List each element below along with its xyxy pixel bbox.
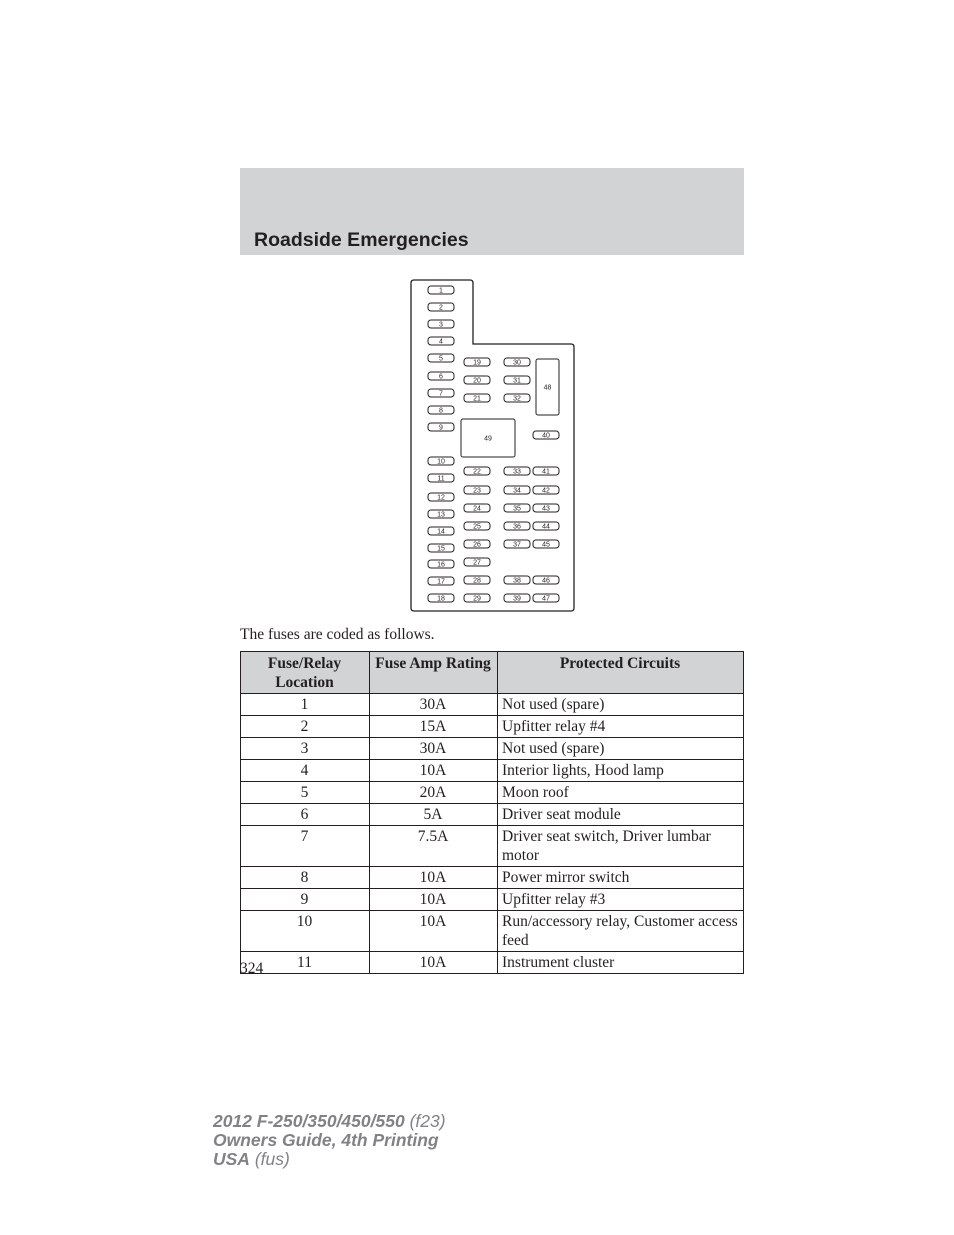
footer-market-code: (fus) — [254, 1149, 290, 1169]
cell-circuits: Power mirror switch — [498, 867, 744, 889]
fuse-number: 22 — [473, 468, 481, 476]
footer-line-2 — [213, 1131, 446, 1150]
footer — [213, 1112, 446, 1169]
cell-rating: 7.5A — [370, 826, 498, 867]
table-row — [241, 782, 744, 804]
fuse-number: 4 — [439, 338, 443, 346]
cell-rating: 10A — [370, 952, 498, 974]
fuse-number: 8 — [439, 407, 443, 415]
cell-rating: 10A — [370, 889, 498, 911]
footer-line-3 — [213, 1150, 446, 1169]
fuse-number: 39 — [513, 595, 521, 603]
cell-location: 8 — [241, 867, 370, 889]
fuse-panel-outline — [411, 280, 574, 611]
fuse-panel-diagram — [405, 278, 580, 614]
fuse-number: 1 — [439, 287, 443, 295]
fuse-number: 15 — [437, 545, 445, 553]
fuse-number: 17 — [437, 578, 445, 586]
cell-circuits: Interior lights, Hood lamp — [498, 760, 744, 782]
fuse-number: 2 — [439, 304, 443, 312]
cell-circuits: Instrument cluster — [498, 952, 744, 974]
fuse-number: 25 — [473, 523, 481, 531]
cell-circuits: Upfitter relay #3 — [498, 889, 744, 911]
fuse-number: 47 — [542, 595, 550, 603]
fuse-number: 13 — [437, 511, 445, 519]
fuse-number: 33 — [513, 468, 521, 476]
cell-location: 4 — [241, 760, 370, 782]
cell-location: 11 — [241, 952, 370, 974]
fuse-number: 42 — [542, 487, 550, 495]
cell-rating: 30A — [370, 738, 498, 760]
cell-circuits: Moon roof — [498, 782, 744, 804]
fuse-number: 49 — [484, 435, 492, 443]
fuse-number: 23 — [473, 487, 481, 495]
table-row — [241, 694, 744, 716]
fuse-number: 40 — [542, 432, 550, 440]
fuse-number: 43 — [542, 505, 550, 513]
page-number: 324 — [240, 960, 264, 977]
fuse-number: 10 — [437, 458, 445, 466]
fuse-number: 7 — [439, 390, 443, 398]
table-row — [241, 716, 744, 738]
footer-guide: Owners Guide, 4th Printing — [213, 1130, 439, 1150]
fuse-number: 11 — [437, 475, 445, 483]
fuse-panel-svg — [405, 278, 580, 614]
cell-location: 6 — [241, 804, 370, 826]
cell-location: 5 — [241, 782, 370, 804]
table-row — [241, 911, 744, 952]
header-rating: Fuse Amp Rating — [370, 652, 498, 694]
cell-rating: 30A — [370, 694, 498, 716]
fuse-number: 41 — [542, 468, 550, 476]
table-row — [241, 804, 744, 826]
footer-model-code: (f23) — [409, 1111, 446, 1131]
table-row — [241, 760, 744, 782]
footer-market: USA — [213, 1149, 250, 1169]
fuse-number: 27 — [473, 559, 481, 567]
fuse-number: 24 — [473, 505, 481, 513]
cell-circuits: Upfitter relay #4 — [498, 716, 744, 738]
footer-model: 2012 F-250/350/450/550 — [213, 1111, 405, 1131]
fuse-number: 36 — [513, 523, 521, 531]
header-location: Fuse/Relay Location — [241, 652, 370, 694]
fuse-number: 9 — [439, 424, 443, 432]
fuse-number: 6 — [439, 373, 443, 381]
fuse-number: 29 — [473, 595, 481, 603]
fuse-number: 12 — [437, 494, 445, 502]
cell-rating: 10A — [370, 867, 498, 889]
fuse-number: 44 — [542, 523, 550, 531]
table-row — [241, 826, 744, 867]
cell-location: 2 — [241, 716, 370, 738]
cell-rating: 10A — [370, 760, 498, 782]
table-header-row — [241, 652, 744, 694]
cell-location: 10 — [241, 911, 370, 952]
fuse-number: 35 — [513, 505, 521, 513]
table-row — [241, 952, 744, 974]
fuse-number: 38 — [513, 577, 521, 585]
fuse-number: 26 — [473, 541, 481, 549]
footer-line-1 — [213, 1112, 446, 1131]
fuse-number: 3 — [439, 321, 443, 329]
table-row — [241, 738, 744, 760]
fuse-table — [240, 651, 744, 974]
cell-rating: 10A — [370, 911, 498, 952]
fuse-number: 21 — [473, 395, 481, 403]
header-circuits: Protected Circuits — [498, 652, 744, 694]
fuse-number: 5 — [439, 355, 443, 363]
cell-location: 3 — [241, 738, 370, 760]
fuse-number: 18 — [437, 595, 445, 603]
cell-circuits: Run/accessory relay, Customer access feed — [498, 911, 744, 952]
cell-rating: 5A — [370, 804, 498, 826]
section-header-band — [240, 168, 744, 255]
fuse-number: 19 — [473, 359, 481, 367]
fuse-number: 37 — [513, 541, 521, 549]
intro-text: The fuses are coded as follows. — [240, 626, 435, 643]
cell-location: 7 — [241, 826, 370, 867]
fuse-number: 32 — [513, 395, 521, 403]
cell-location: 9 — [241, 889, 370, 911]
section-title: Roadside Emergencies — [254, 229, 469, 251]
fuse-number: 30 — [513, 359, 521, 367]
fuse-number: 28 — [473, 577, 481, 585]
cell-circuits: Driver seat module — [498, 804, 744, 826]
table-row — [241, 867, 744, 889]
cell-circuits: Not used (spare) — [498, 694, 744, 716]
fuse-number: 14 — [437, 528, 445, 536]
fuse-number: 45 — [542, 541, 550, 549]
fuse-number: 46 — [542, 577, 550, 585]
cell-rating: 15A — [370, 716, 498, 738]
fuse-number: 20 — [473, 377, 481, 385]
cell-circuits: Not used (spare) — [498, 738, 744, 760]
cell-location: 1 — [241, 694, 370, 716]
fuse-number: 48 — [543, 384, 552, 392]
fuse-number: 16 — [437, 561, 445, 569]
fuse-number: 31 — [513, 377, 521, 385]
cell-circuits: Driver seat switch, Driver lumbar motor — [498, 826, 744, 867]
fuse-number: 34 — [513, 487, 521, 495]
cell-rating: 20A — [370, 782, 498, 804]
table-row — [241, 889, 744, 911]
